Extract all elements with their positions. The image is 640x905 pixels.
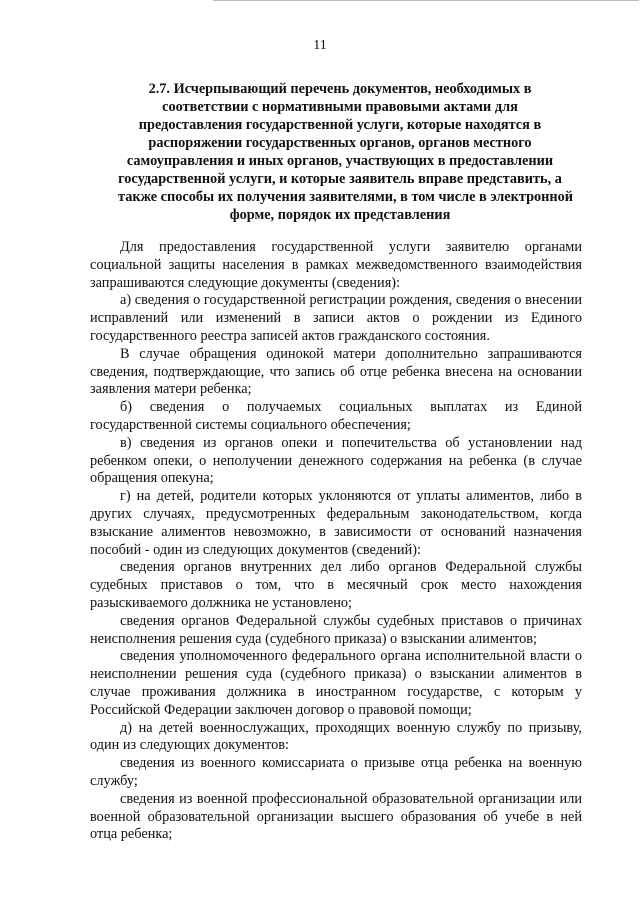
body-paragraph: в) сведения из органов опеки и попечительства об установлении над ребенком опеки, о неполучении денежного содержания на ребенка (в случае обращения опекуна;	[90, 434, 582, 487]
heading-line: предоставления государственной услуги, которые находятся в	[138, 117, 542, 133]
heading-line: самоуправления и иных органов, участвующих в предоставлении	[126, 153, 554, 169]
heading-line: соответствии с нормативными правовыми актами для	[162, 99, 518, 115]
heading-line: государственной услуги, и которые заявитель вправе представить, а	[118, 171, 562, 187]
section-heading	[118, 80, 574, 224]
heading-line: форме, порядок их представления	[229, 207, 451, 223]
body-paragraph: сведения уполномоченного федерального органа исполнительной власти о неисполнении решения суда (судебного приказа) о взыскании алиментов в случае проживания должника в иностранном государстве, с которым у Российской Федерации заключен договор о правовой помощи;	[90, 648, 582, 718]
body-paragraph: сведения из военной профессиональной образовательной организации или военной образовательной организации высшего образования об учебе в ней отца ребенка;	[90, 790, 582, 843]
heading-line: также способы их получения заявителями, в том числе в электронной	[118, 189, 574, 205]
body-paragraph: б) сведения о получаемых социальных выплатах из Единой государственной системы социального обеспечения;	[90, 399, 582, 433]
body-paragraph: В случае обращения одинокой матери дополнительно запрашиваются сведения, подтверждающие, что запись об отце ребенка внесена на основании заявления матери ребенка;	[90, 345, 582, 398]
heading-line: распоряжении государственных органов, органов местного	[148, 135, 532, 151]
body-paragraph: а) сведения о государственной регистрации рождения, сведения о внесении исправлений или изменений в записи актов о рождении из Единого государственного реестра записей актов гражданского состояния.	[90, 292, 582, 344]
body-paragraph: сведения из военного комиссариата о призыве отца ребенка на военную службу;	[90, 755, 582, 789]
top-border-line	[213, 0, 639, 1]
body-paragraph: д) на детей военнослужащих, проходящих военную службу по призыву, один из следующих документов:	[90, 719, 582, 754]
heading-line: 2.7. Исчерпывающий перечень документов, необходимых в	[148, 81, 532, 97]
page-number: 11	[313, 38, 327, 53]
body-paragraph: г) на детей, родители которых уклоняются от уплаты алиментов, либо в других случаях, предусмотренных федеральным законодательством, когда взыскание алиментов невозможно, в зависимости от оснований назначения пособий - один из следующих документов (сведений):	[90, 488, 582, 558]
body-paragraph: сведения органов Федеральной службы судебных приставов о причинах неисполнения решения суда (судебного приказа) о взыскании алиментов;	[90, 612, 582, 647]
body-paragraph: сведения органов внутренних дел либо органов Федеральной службы судебных приставов о том, что в месячный срок место нахождения разыскиваемого должника не установлено;	[90, 559, 582, 611]
document-body	[90, 239, 582, 844]
body-paragraph: Для предоставления государственной услуги заявителю органами социальной защиты населения в рамках межведомственного взаимодействия запрашиваются следующие документы (сведения):	[90, 239, 582, 291]
